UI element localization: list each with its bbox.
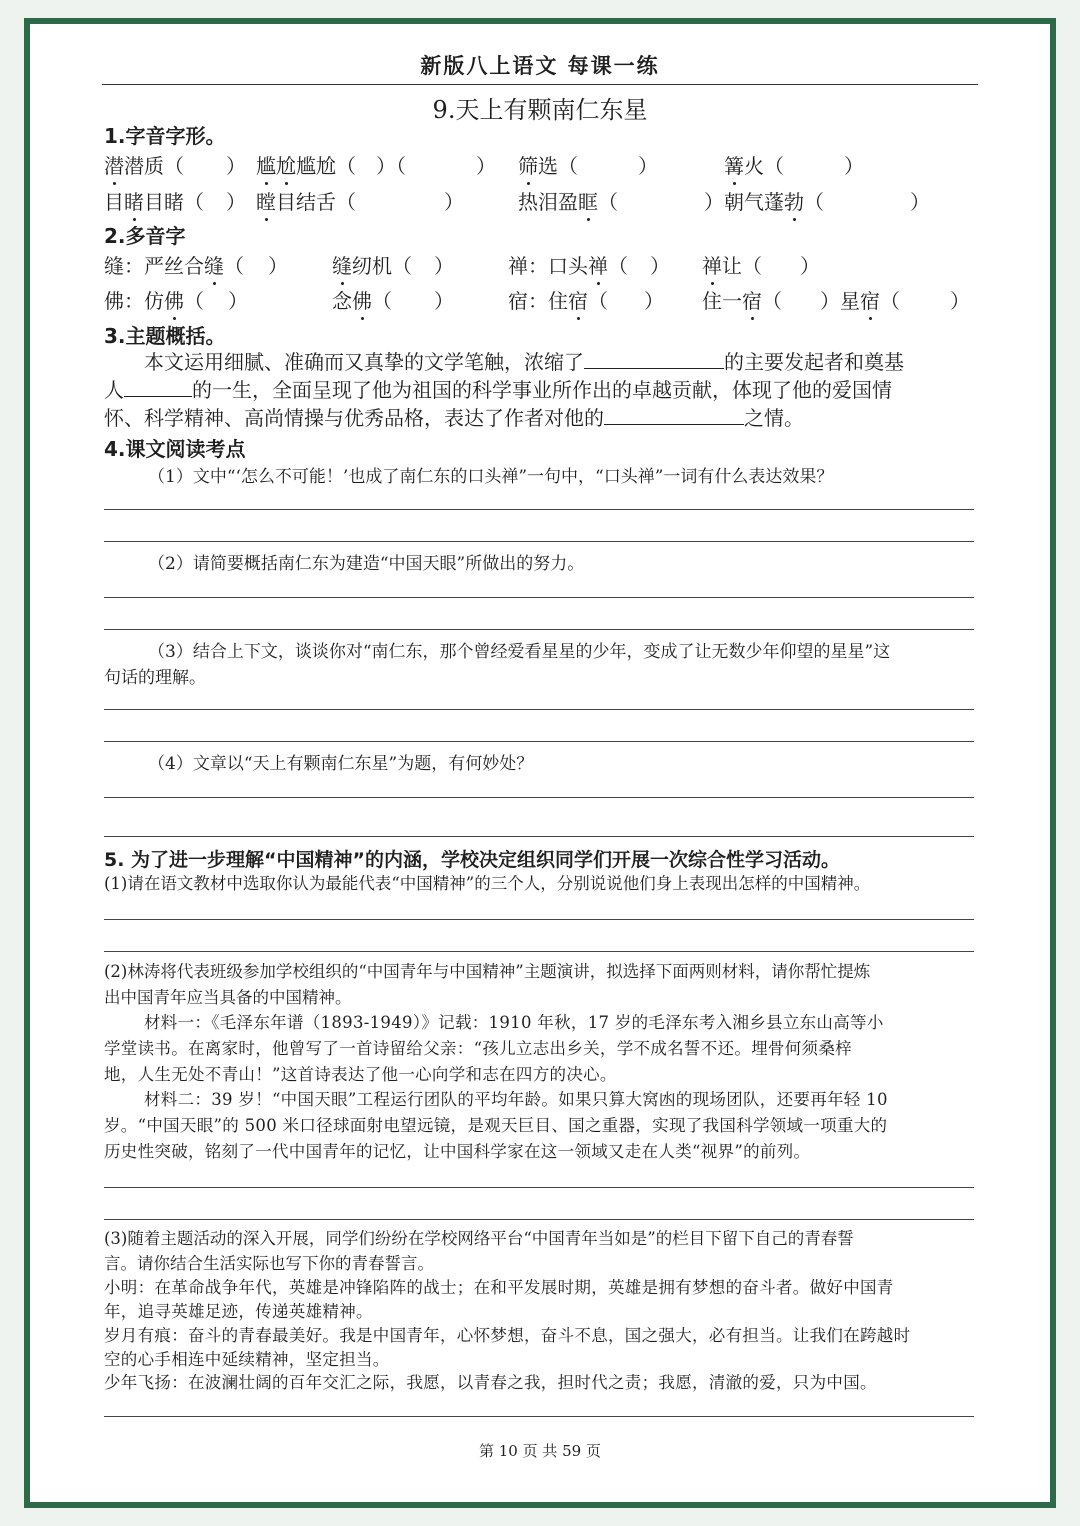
answer-line[interactable] — [104, 836, 974, 837]
answer-line[interactable] — [104, 919, 974, 920]
section-5-heading: 5. 为了进一步理解“中国精神”的内涵，学校决定组织同学们开展一次综合性学习活动。 — [104, 849, 841, 871]
example-1-cont: 年，追寻英雄足迹，传递英雄精神。 — [104, 1302, 373, 1321]
material-2: 材料二：39 岁！“中国天眼”工程运行团队的平均年龄。如果只算大窝凼的现场团队，还要再年轻 10 — [144, 1090, 888, 1109]
worksheet-page: 新版八上语文 每课一练 9.天上有颗南仁东星 1.字音字形。 潜潜质（ ） 尴尬尴尬（ ）（ ） 筛选（ ） 篝火（ ） 目睹目睹（ ） 瞠目结舌（ ） 热泪盈眶（ ）朝气蓬勃（ ） 2.多音字 缝：严丝合缝（ ） 缝纫机（ ） 禅：口头禅（ ） 禅让（ ） 佛：仿佛（ ） 念佛（ ） 宿：住宿（ ） 住一宿（ ）星宿（ ） 3.主题概括。 本文运用细腻、准确而又真挚的文学笔触，浓缩了 的主要发起者和奠基 人 的一生，全面呈现了他为祖国的科学事业所作出的卓越贡献，体现了他的爱国情 怀、科学精神、高尚情操与优秀品格，表达了作者对他的 之情。 4.课文阅读考点 （1）文中“‘怎么不可能！’也成了南仁东的口头禅”一句中，“口头禅”一词有什么表达效果？ （2）请简要概括南仁东为建造“中国天眼”所做出的努力。 （3）结合上下文，谈谈你对“南仁东，那个曾经爱看星星的少年，变成了让无数少年仰望的星星”这 句话的理解。 （4）文章以“天上有颗南仁东星”为题，有何妙处？ 5. 为了进一步理解“中国精神”的内涵，学校决定组织同学们开展一次综合性学习活动。 (1)请在语文教材中选取你认为最能代表“中国精神”的三个人，分别说说他们身上表现出怎样的中国精神。 (2)林涛将代表班级参加学校组织的“中国青年与中国精神”主题演讲，拟选择下面两则材料，请你帮忙提炼 出中国青年应当具备的中国精神。 材料一：《毛泽东年谱（1893-1949）》记载：1910 年秋，17 岁的毛泽东考入湘乡县立东山高等小 学堂读书。在离家时，他曾写了一首诗留给父亲：“孩儿立志出乡关，学不成名誓不还。埋骨何须桑梓 地，人生无处不青山！”这首诗表达了他一心向学和志在四方的决心。 材料二：39 岁！“中国天眼”工程运行团队的平均年龄。如果只算大窝凼的现场团队，还要再年轻 10 岁。“中国天眼”的 500 米口径球面射电望远镜，是观天巨目、国之重器，实现了我国科学领域一项重大的 历史性突破，铭刻了一代中国青年的记忆，让中国科学家在这一领域又走在人类“视界”的前列。 (3)随着主题活动的深入开展，同学们纷纷在学校网络平台“中国青年当如是”的栏目下留下自己的青春誓 言。请你结合生活实际也写下你的青春誓言。 小明：在革命战争年代，英雄是冲锋陷阵的战士；在和平发展时期，英雄是拥有梦想的奋斗者。做好中国青 年，追寻英雄足迹，传递英雄精神。 岁月有痕：奋斗的青春最美好。我是中国青年，心怀梦想，奋斗不息，国之强大，必有担当。让我们在跨越时 空的心手相连中延续精神，坚定担当。 少年飞扬：在波澜壮阔的百年交汇之际，我愿，以青春之我，担时代之责；我愿，清澈的爱，只为中国。 第 10 页 共 59 页 — [0, 0, 1080, 1526]
s3-line2: 人 的一生，全面呈现了他为祖国的科学事业所作出的卓越贡献，体现了他的爱国情 — [104, 378, 892, 402]
answer-line[interactable] — [104, 797, 974, 798]
section-3-heading: 3.主题概括。 — [104, 324, 226, 348]
page-number: 第 10 页 共 59 页 — [478, 1442, 601, 1460]
answer-line[interactable] — [104, 1187, 974, 1188]
s5-p1: (1)请在语文教材中选取你认为最能代表“中国精神”的三个人，分别说说他们身上表现出怎样的中国精神。 — [104, 874, 871, 893]
s4-q4: （4）文章以“天上有颗南仁东星”为题，有何妙处？ — [148, 754, 534, 774]
s1-尴尬: 尴尬尴尬（ — [256, 150, 356, 179]
s5-p2-cont: 出中国青年应当具备的中国精神。 — [104, 988, 352, 1007]
s4-q2: （2）请简要概括南仁东为建造“中国天眼”所做出的努力。 — [148, 554, 585, 574]
example-3: 少年飞扬：在波澜壮阔的百年交汇之际，我愿，以青春之我，担时代之责；我愿，清澈的爱，只为中国。 — [104, 1373, 877, 1392]
s1-筛选: 筛选（ — [518, 150, 578, 179]
example-2-cont: 空的心手相连中延续精神，坚定担当。 — [104, 1350, 390, 1369]
header-rule — [102, 84, 978, 85]
s5-p3: (3)随着主题活动的深入开展，同学们纷纷在学校网络平台“中国青年当如是”的栏目下留下自己的青春誓 — [104, 1229, 854, 1248]
s5-p3-cont: 言。请你结合生活实际也写下你的青春誓言。 — [104, 1254, 434, 1273]
answer-line[interactable] — [104, 741, 974, 742]
material-1: 材料一：《毛泽东年谱（1893-1949）》记载：1910 年秋，17 岁的毛泽东考入湘乡县立东山高等小 — [144, 1013, 884, 1032]
answer-line[interactable] — [104, 597, 974, 598]
answer-line[interactable] — [104, 1219, 974, 1220]
lesson-title: 9.天上有颗南仁东星 — [432, 96, 648, 124]
section-2-heading: 2.多音字 — [104, 224, 186, 248]
answer-line[interactable] — [104, 509, 974, 510]
s4-q1: （1）文中“‘怎么不可能！’也成了南仁东的口头禅”一句中，“口头禅”一词有什么表达效果？ — [148, 467, 834, 487]
material-2-end: 历史性突破，铭刻了一代中国青年的记忆，让中国科学家在这一领域又走在人类“视界”的前列。 — [104, 1142, 811, 1161]
answer-line[interactable] — [104, 1416, 974, 1417]
s3-line1: 本文运用细腻、准确而又真挚的文学笔触，浓缩了 的主要发起者和奠基 — [144, 350, 904, 374]
s4-q3: （3）结合上下文，谈谈你对“南仁东，那个曾经爱看星星的少年，变成了让无数少年仰望的星星”这 — [148, 642, 891, 662]
s1-潜质: 潜潜质（ — [104, 150, 184, 179]
s3-line3: 怀、科学精神、高尚情操与优秀品格，表达了作者对他的 之情。 — [104, 406, 804, 430]
s5-p2: (2)林涛将代表班级参加学校组织的“中国青年与中国精神”主题演讲，拟选择下面两则材料，请你帮忙提炼 — [104, 962, 871, 981]
material-1-cont: 学堂读书。在离家时，他曾写了一首诗留给父亲：“孩儿立志出乡关，学不成名誓不还。埋骨何须桑梓 — [104, 1039, 852, 1058]
answer-line[interactable] — [104, 951, 974, 952]
answer-line[interactable] — [104, 541, 974, 542]
answer-line[interactable] — [104, 629, 974, 630]
example-1: 小明：在革命战争年代，英雄是冲锋陷阵的战士；在和平发展时期，英雄是拥有梦想的奋斗者。做好中国青 — [104, 1278, 894, 1297]
material-2-cont: 岁。“中国天眼”的 500 米口径球面射电望远镜，是观天巨目、国之重器，实现了我国科学领域一项重大的 — [104, 1116, 888, 1135]
header-title: 新版八上语文 每课一练 — [420, 54, 660, 78]
section-4-heading: 4.课文阅读考点 — [104, 437, 246, 461]
example-2: 岁月有痕：奋斗的青春最美好。我是中国青年，心怀梦想，奋斗不息，国之强大，必有担当。让我们在跨越时 — [104, 1326, 911, 1345]
s4-q3-cont: 句话的理解。 — [104, 668, 206, 688]
answer-line[interactable] — [104, 709, 974, 710]
material-1-end: 地，人生无处不青山！”这首诗表达了他一心向学和志在四方的决心。 — [104, 1065, 617, 1084]
section-1-heading: 1.字音字形。 — [104, 124, 226, 148]
s1-篝火: 篝火（ — [724, 150, 784, 179]
